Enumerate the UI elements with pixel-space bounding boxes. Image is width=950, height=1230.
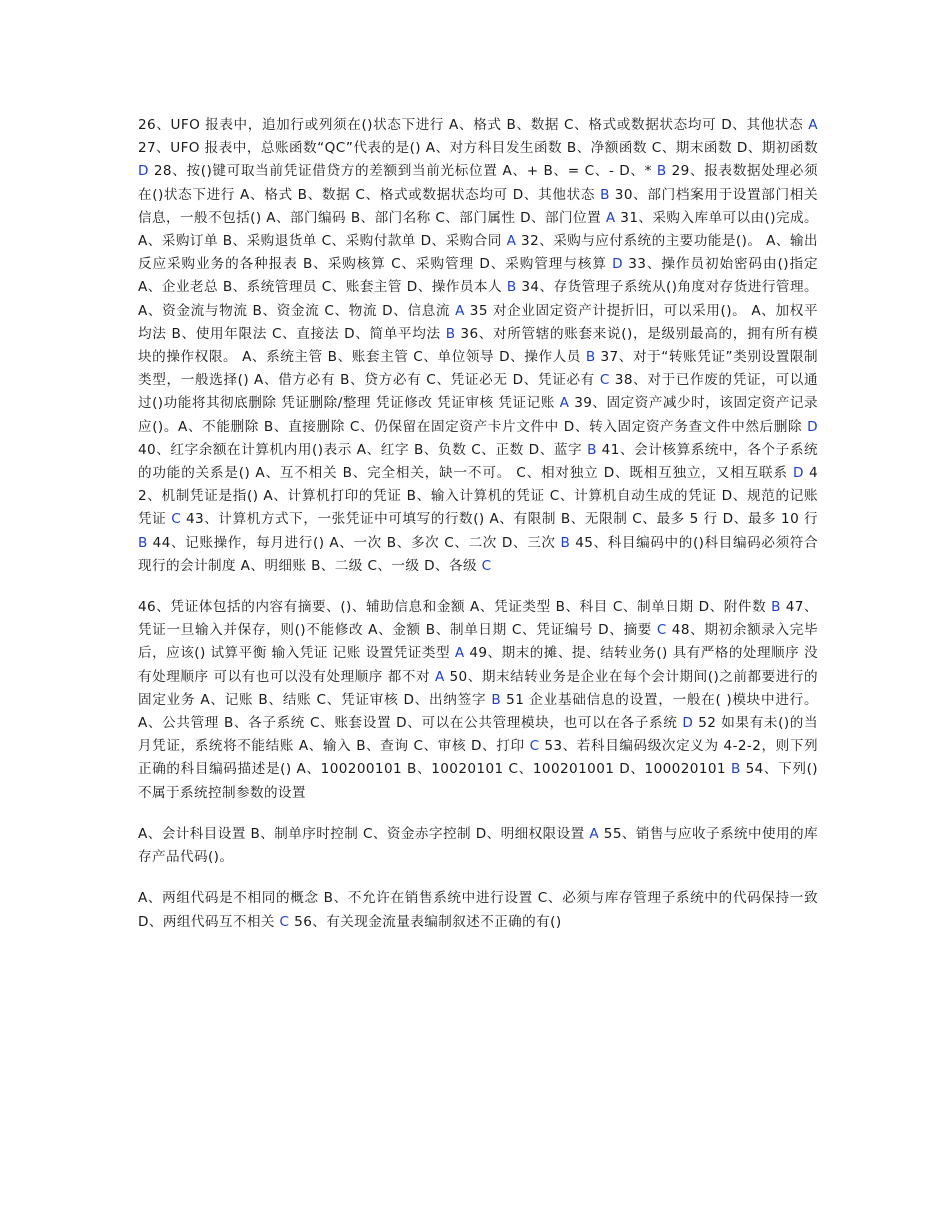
answer-key: B xyxy=(730,761,741,778)
answer-key: A xyxy=(605,209,616,226)
question-text: 40、红字余额在计算机内用()表示 A、红字 B、负数 C、正数 D、蓝字 xyxy=(138,441,588,458)
answer-key: B xyxy=(656,163,667,180)
answer-key: C xyxy=(279,913,290,930)
question-text: 47、凭证一旦输入并保存，则()不能修改 A、金额 B、制单日期 C、凭证编号 D、摘要 xyxy=(138,599,819,639)
answer-key: D xyxy=(792,465,804,482)
question-text: 51 企业基础信息的设置，一般在( )模块中进行。 A、公共管理 B、各子系统 C、账套设置 D、可以在公共管理模块，也可以在各子系统 xyxy=(138,691,818,732)
question-text: 44、记账操作，每月进行() A、一次 B、多次 C、二次 D、三次 xyxy=(147,534,561,551)
question-text: 32、采购与应付系统的主要功能是()。 A、输出反应采购业务的各种报表 B、采购核算 C、采购管理 D、采购管理与核算 xyxy=(138,233,818,273)
question-text: 54、下列()不属于系统控制参数的设置 xyxy=(138,761,818,801)
answer-key: B xyxy=(587,441,597,458)
question-text: 56、有关现金流量表编制叙述不正确的有() xyxy=(289,913,562,930)
answer-key: C xyxy=(481,557,492,574)
question-text: 30、部门档案用于设置部门相关信息，一般不包括() A、部门编码 B、部门名称 C、部门属性 D、部门位置 xyxy=(138,186,818,226)
question-text: 41、会计核算系统中，各个子系统的功能的关系是() A、互不相关 B、完全相关，缺一不可。 C、相对独立 D、既相互独立，又相互联系 xyxy=(138,441,818,482)
question-text: A、会计科目设置 B、制单序时控制 C、资金赤字控制 D、明细权限设置 xyxy=(138,825,590,842)
question-text: 50、期末结转业务是企业在每个会计期间()之前都要进行的固定业务 A、记账 B、结账 C、凭证审核 D、出纳签字 xyxy=(138,668,818,708)
answer-key: C xyxy=(656,622,667,639)
answer-key: A xyxy=(589,825,600,842)
answer-key: A xyxy=(559,395,570,412)
question-text: 53、若科目编码级次定义为 4-2-2，则下列正确的科目编码描述是() A、100200101 B、10020101 C、100201001 D、100020101 xyxy=(138,738,818,778)
question-text: 35 对企业固定资产计提折旧，可以采用()。 A、加权平均法 B、使用年限法 C、直接法 D、简单平均法 xyxy=(138,302,818,342)
question-text: 43、计算机方式下，一张凭证中可填写的行数() A、有限制 B、无限制 C、最多 5 行 D、最多 10 行 xyxy=(181,511,818,528)
answer-key: D xyxy=(612,256,624,273)
question-paragraph xyxy=(138,114,818,578)
question-text: 33、操作员初始密码由()指定 A、企业老总 B、系统管理员 C、账套主管 D、操作员本人 xyxy=(138,256,819,296)
question-paragraph xyxy=(138,887,818,933)
answer-key: D xyxy=(138,163,149,180)
answer-key: B xyxy=(506,279,517,296)
answer-key: B xyxy=(560,534,571,551)
question-text: 34、存货管理子系统从()角度对存货进行管理。 A、资金流与物流 B、资金流 C、物流 D、信息流 xyxy=(138,279,818,319)
question-text: 29、报表数据处理必须在()状态下进行 A、格式 B、数据 C、格式或数据状态均可 D、其他状态 xyxy=(138,163,818,203)
answer-key: D xyxy=(807,418,818,435)
question-paragraph xyxy=(138,823,818,869)
answer-key: C xyxy=(529,738,540,755)
question-text: 42、机制凭证是指() A、计算机打印的凭证 B、输入计算机的凭证 C、计算机自动生成的凭证 D、规范的记账凭证 xyxy=(138,465,818,528)
question-text: 39、固定资产减少时，该固定资产记录应()。A、不能删除 B、直接删除 C、仍保留在固定资产卡片文件中 D、转入固定资产务查文件中然后删除 xyxy=(138,395,818,435)
answer-key: A xyxy=(434,668,445,685)
answer-key: B xyxy=(600,186,610,203)
question-text: 49、期末的摊、提、结转业务() 具有严格的处理顺序 没有处理顺序 可以有也可以没有处理顺序 都不对 xyxy=(138,645,818,685)
question-paragraph xyxy=(138,596,818,805)
question-text: 26、UFO 报表中，追加行或列须在()状态下进行 A、格式 B、数据 C、格式或数据状态均可 D、其他状态 xyxy=(138,117,809,133)
question-text: 48、期初余额录入完毕后，应该() 试算平衡 输入凭证 记账 设置凭证类型 xyxy=(138,622,819,662)
question-text: 45、科目编码中的()科目编码必须符合现行的会计制度 A、明细账 B、二级 C、一级 D、各级 xyxy=(138,534,818,574)
question-text: 52 如果有未()的当月凭证，系统将不能结账 A、输入 B、查询 C、审核 D、打印 xyxy=(138,715,818,755)
answer-key: A xyxy=(454,645,465,662)
answer-key: B xyxy=(445,325,456,342)
answer-key: A xyxy=(455,302,465,319)
answer-key: B xyxy=(491,691,502,708)
question-text: A、两组代码是不相同的概念 B、不允许在销售系统中进行设置 C、必须与库存管理子系统中的代码保持一致 D、两组代码互不相关 xyxy=(138,890,818,930)
answer-key: D xyxy=(682,715,694,732)
question-text: 28、按()键可取当前凭证借贷方的差额到当前光标位置 A、+ B、= C、- D、* xyxy=(148,163,657,180)
question-text: 27、UFO 报表中，总账函数“QC”代表的是() A、对方科目发生函数 B、净额函数 C、期末函数 D、期初函数 xyxy=(138,140,818,157)
question-text: 31、采购入库单可以由()完成。 A、采购订单 B、采购退货单 C、采购付款单 D、采购合同 xyxy=(138,209,818,250)
answer-key: B xyxy=(138,534,148,551)
question-text: 46、凭证体包括的内容有摘要、()、辅助信息和金额 A、凭证类型 B、科目 C、制单日期 D、附件数 xyxy=(138,599,772,616)
answer-key: C xyxy=(599,372,610,389)
answer-key: C xyxy=(171,511,182,528)
answer-key: B xyxy=(771,599,781,616)
document-page xyxy=(138,114,818,952)
answer-key: B xyxy=(585,349,596,366)
question-text: 37、对于“转账凭证”类别设置限制类型，一般选择() A、借方必有 B、贷方必有 C、凭证必无 D、凭证必有 xyxy=(138,349,819,389)
question-text: 38、对于已作废的凭证，可以通过()功能将其彻底删除 凭证删除/整理 凭证修改 凭证审核 凭证记账 xyxy=(138,372,818,412)
answer-key: A xyxy=(808,117,818,133)
answer-key: A xyxy=(506,233,517,250)
question-text: 36、对所管辖的账套来说()，是级别最高的，拥有所有模块的操作权限。 A、系统主管 B、账套主管 C、单位领导 D、操作人员 xyxy=(138,325,818,366)
question-text: 55、销售与应收子系统中使用的库存产品代码()。 xyxy=(138,825,818,866)
